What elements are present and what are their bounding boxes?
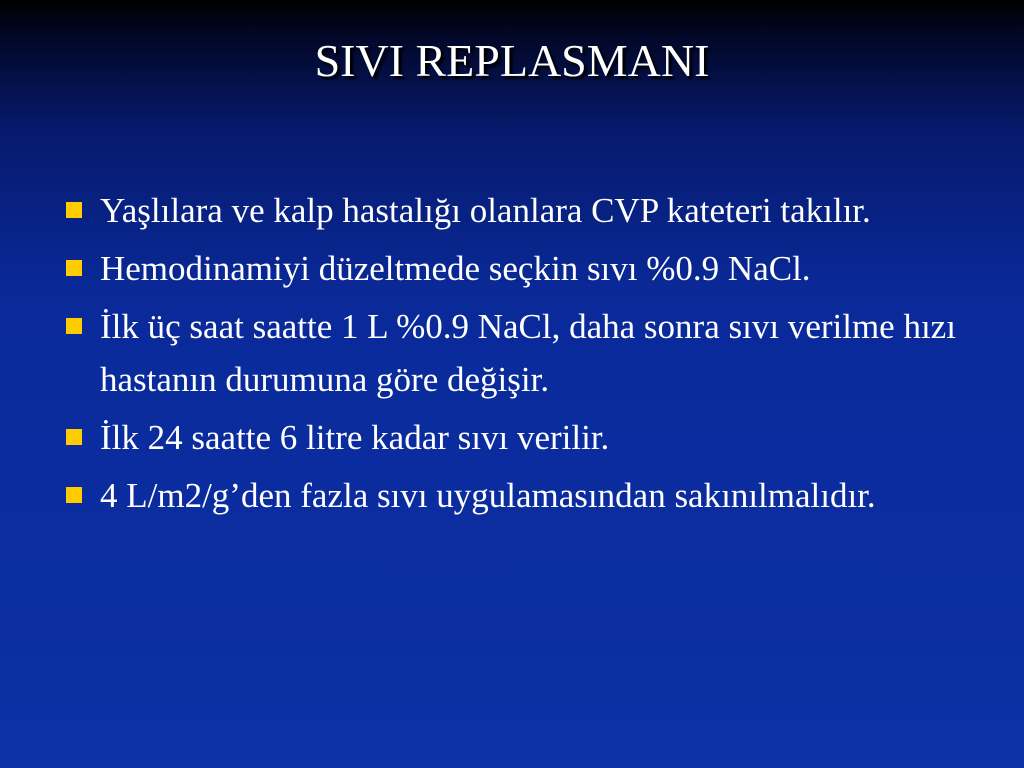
bullet-text: İlk üç saat saatte 1 L %0.9 NaCl, daha sonra sıvı verilme hızı hastanın durumuna göre değişir. — [100, 307, 956, 399]
bullet-item — [60, 411, 960, 464]
square-bullet-icon — [66, 318, 82, 334]
bullet-item — [60, 469, 960, 522]
bullet-text: İlk 24 saatte 6 litre kadar sıvı verilir. — [100, 418, 610, 457]
square-bullet-icon — [66, 429, 82, 445]
bullet-item — [60, 300, 960, 406]
square-bullet-icon — [66, 202, 82, 218]
bullet-list — [60, 184, 960, 527]
bullet-text: 4 L/m2/g’den fazla sıvı uygulamasından sakınılmalıdır. — [100, 476, 876, 515]
bullet-text: Hemodinamiyi düzeltmede seçkin sıvı %0.9 NaCl. — [100, 249, 811, 288]
slide-title: SIVI REPLASMANI — [314, 35, 710, 86]
square-bullet-icon — [66, 260, 82, 276]
bullet-text: Yaşlılara ve kalp hastalığı olanlara CVP kateteri takılır. — [100, 191, 871, 230]
bullet-item — [60, 184, 960, 237]
bullet-item — [60, 242, 960, 295]
square-bullet-icon — [66, 487, 82, 503]
